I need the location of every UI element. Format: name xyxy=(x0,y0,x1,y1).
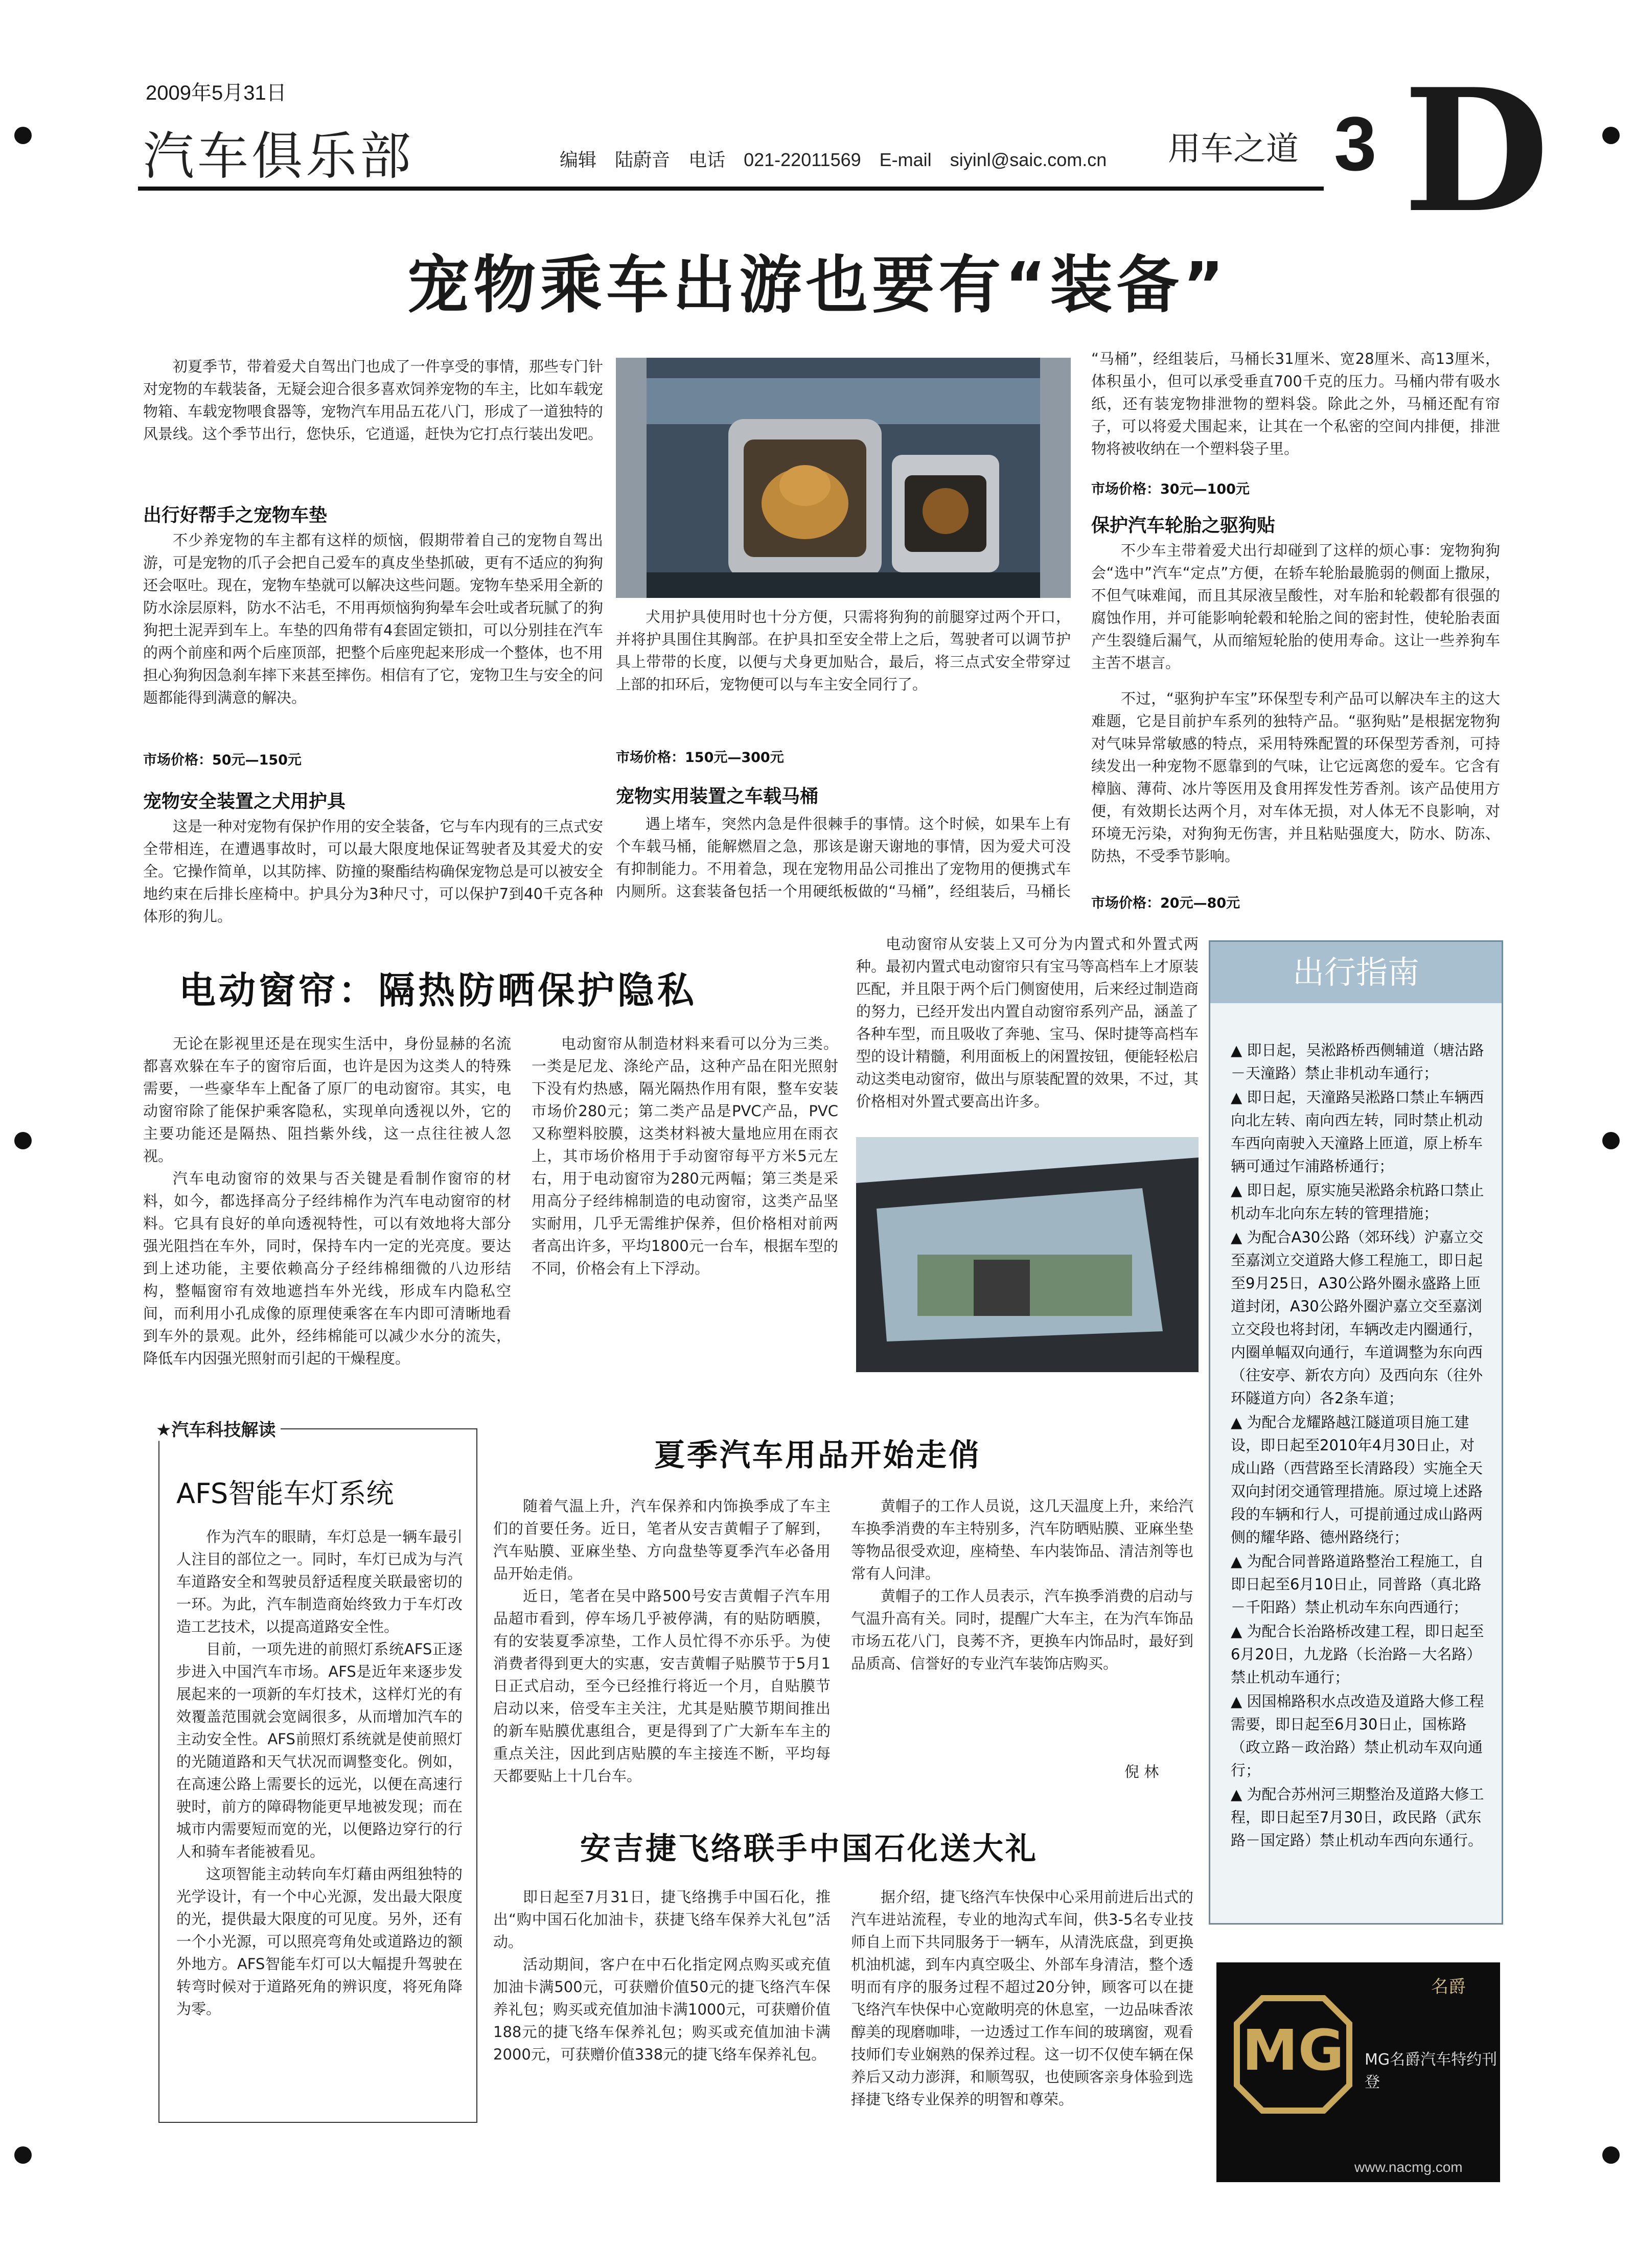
travel-guide-title: 出行指南 xyxy=(1210,942,1502,1003)
curtain-photo xyxy=(856,1137,1199,1372)
toilet-body: 遇上堵车，突然内急是件很棘手的事情。这个时候，如果车上有个车载马桶，能解燃眉之急，那该是谢天谢地的事情，因为爱犬可没有抑制能力。不用着急，现在宠物用品公司推出了宠物用的便携式车内厕所。这套装备包括一个用硬纸板做的“马桶”，经组装后，马桶长 xyxy=(616,815,1071,900)
toilet-body-cont: “马桶”，经组装后，马桶长31厘米、宽28厘米、高13厘米，体积虽小，但可以承受垂直700千克的压力。马桶内带有吸水纸，还有装宠物排泄物的塑料袋。除此之外，马桶还配有帘子，可以将爱犬围起来，让其在一个私密的空间内排便，排泄物将被收纳在一个塑料袋子里。 xyxy=(1091,350,1500,457)
phone-number: 021-22011569 xyxy=(744,149,861,170)
masthead-rule xyxy=(138,187,1324,191)
section-letter: D xyxy=(1403,52,1550,250)
ad-brand-cn: 名爵 xyxy=(1431,1977,1466,1997)
guide-item: ▲ 即日起，吴淞路桥西侧辅道（塘沽路－天潼路）禁止非机动车通行； xyxy=(1231,1042,1484,1082)
pet-carrier-illustration xyxy=(616,358,1071,598)
section-name: 用车之道 xyxy=(1168,130,1299,168)
curtain-body-3: 电动窗帘从安装上又可分为内置式和外置式两种。最初内置式电动窗帘只有宝马等高档车上才原装匹配，并且限于两个后门侧窗使用，后来经过制造商的努力，已经开发出内置自动窗帘系列产品，涵盖了各种车型，而且吸收了奔驰、宝马、保时捷等高档车型的设计精髓，利用面板上的闲置按钮，便能轻松启动这类电动窗帘，做出与原装配置的效果，不过，其价格相对外置式要高出许多。 xyxy=(856,935,1199,1110)
guide-item: ▲ 即日起，原实施吴淞路余杭路口禁止机动车北向东左转的管理措施； xyxy=(1231,1182,1484,1222)
petro-headline: 安吉捷飞络联手中国石化送大礼 xyxy=(580,1831,1038,1867)
petro-body-2: 据介绍，捷飞络汽车快保中心采用前进后出式的汽车进站流程，专业的地沟式车间，供3-5名专业技师自上而下共同服务于一辆车，从清洗底盘，到更换机油机滤，到车内真空吸尘、外部车身清洁，整个透明而有序的服务过程不超过20分钟，顾客可以在捷飞络汽车快保中心宽敞明亮的休息室，一边品味香浓醇美的现磨咖啡，一边透过工作车间的玻璃窗，观看技师们专业娴熟的保养过程。这一切不仅使车辆在保养后又动力澎湃，和顺驾驭，也使顾客亲身体验到选择捷飞络专业保养的明智和尊荣。 xyxy=(851,1888,1193,2108)
main-intro: 初夏季节，带着爱犬自驾出门也成了一件享受的事情，那些专门针对宠物的车载装备，无疑会迎合很多喜欢饲养宠物的车主，比如车载宠物箱、车载宠物喂食器等，宠物汽车用品五花八门，形成了一道独特的风景线。这个季节出行，您快乐，它逍遥，赶快为它打点行装出发吧。 xyxy=(143,358,603,443)
issue-date: 2009年5月31日 xyxy=(146,82,287,104)
binding-hole xyxy=(1602,2146,1620,2164)
dog-repellent-body: 不少车主带着爱犬出行却碰到了这样的烦心事：宠物狗狗会“选中”汽车“定点”方便，在轿车轮胎最脆弱的侧面上撒尿，不但气味难闻，而且其尿液呈酸性，对车胎和轮毂都有很强的腐蚀作用，并可能影响轮毂和轮胎之间的密封性，使轮胎表面产生裂缝后漏气，从而缩短轮胎的使用寿命。这让一些养狗车主苦不堪言。 xyxy=(1091,542,1500,672)
subhead-pet-mat: 出行好帮手之宠物车垫 xyxy=(143,505,328,526)
ad-url: www.nacmg.com xyxy=(1354,2159,1463,2175)
guide-item: ▲ 即日起，天潼路吴淞路口禁止车辆西向北左转、南向西左转，同时禁止机动车西向南驶入天潼路上匝道，原上桥车辆可通过乍浦路桥通行； xyxy=(1231,1089,1484,1175)
section-number: 3 xyxy=(1334,101,1377,187)
travel-guide-list xyxy=(1231,1039,1486,1853)
pet-carrier-photo xyxy=(616,358,1071,598)
mg-logo-icon xyxy=(1232,1993,1354,2116)
subhead-harness: 宠物安全装置之犬用护具 xyxy=(143,791,346,812)
mg-advertisement xyxy=(1216,1962,1500,2182)
curtain-body-2: 电动窗帘从制造材料来看可以分为三类。一类是尼龙、涤纶产品，这种产品在阳光照射下没有灼热感，隔光隔热作用有限，整车安装市场价280元；第二类产品是PVC产品，PVC又称塑料胶膜，这类材料被大量地应用在雨衣上，其市场价格用于手动窗帘每平方米5元左右，用于电动窗帘为280元两幅；第三类是采用高分子经纬棉制造的电动窗帘，这类产品坚实耐用，几乎无需维护保养，但价格相对前两者高出许多，平均1800元一台车，根据车型的不同，价格会有上下浮动。 xyxy=(532,1035,838,1277)
summer-author: 倪 林 xyxy=(1124,1763,1159,1780)
guide-item: ▲ 为配合长治路桥改建工程，即日起至6月20日，九龙路（长治路－大名路）禁止机动车通行； xyxy=(1231,1623,1484,1686)
email-address: siyinl@saic.com.cn xyxy=(950,149,1107,170)
guide-item: ▲ 为配合苏州河三期整治及道路大修工程，即日起至7月30日，政民路（武东路－国定路）禁止机动车西向东通行。 xyxy=(1231,1786,1484,1849)
tech-headline: AFS智能车灯系统 xyxy=(176,1477,394,1510)
petro-body: 即日起至7月31日，捷飞络携手中国石化，推出“购中国石化加油卡，获捷飞络车保养大礼包”活动。 活动期间，客户在中石化指定网点购买或充值加油卡满500元，可获赠价值50元的捷飞络汽车保养礼包；购买或充值加油卡满1000元，可获赠价值188元的捷飞络车保养礼包；购买或充值加油卡满2000元，可获赠价值338元的捷飞络车保养礼包。 xyxy=(493,1888,831,2063)
main-headline: 宠物乘车出游也要有“装备” xyxy=(407,249,1228,321)
binding-hole xyxy=(1602,1132,1620,1149)
dog-repellent-price: 市场价格：20元—80元 xyxy=(1091,895,1240,911)
guide-item: ▲ 因国棉路积水点改造及道路大修工程需要，即日起至6月30日止，国栋路（政立路－政治路）禁止机动车双向通行； xyxy=(1231,1693,1484,1779)
paper-title: 汽车俱乐部 xyxy=(143,126,414,186)
phone-label: 电话 xyxy=(688,149,726,170)
editor-name: 陆蔚音 xyxy=(615,149,671,170)
pet-mat-body: 不少养宠物的车主都有这样的烦恼，假期带着自己的宠物自驾出游，可是宠物的爪子会把自己爱车的真皮坐垫抓破，更有不适应的狗狗还会呕吐。现在，宠物车垫就可以解决这些问题。宠物车垫采用全新的防水涂层原料，防水不沾毛，不用再烦恼狗狗晕车会吐或者玩腻了的狗狗把土泥弄到车上。车垫的四角带有4套固定锁扣，可以分别挂在汽车的两个前座和两个后座顶部，把整个后座兜起来形成一个整体，也不用担心狗狗因急刹车摔下来甚至摔伤。相信有了它，宠物卫生与安全的问题都能得到满意的解决。 xyxy=(143,531,603,706)
tech-body: 作为汽车的眼睛，车灯总是一辆车最引人注目的部位之一。同时，车灯已成为与汽车道路安全和驾驶员舒适程度关联最密切的一环。为此，汽车制造商始终致力于车灯改造工艺技术，以提高道路安全性。 目前，一项先进的前照灯系统AFS正逐步进入中国汽车市场。AFS是近年来逐步发展起来的一项新的车灯技术，这样灯光的有效覆盖范围就会宽阔很多，从而增加汽车的主动安全性。AFS前照灯系统就是使前照灯的光随道路和天气状况而调整变化。例如，在高速公路上需要长的远光，以便在高速行驶时，前方的障碍物能更早地被发现；而在城市内需要短而宽的光，以便路边穿行的行人和骑车者能被看见。 这项智能主动转向车灯藉由两组独特的光学设计，有一个中心光源，发出最大限度的光，提供最大限度的可见度。另外，还有一个小光源，可以照亮弯角处或道路边的额外地方。AFS智能车灯可以大幅提升驾驶在转弯时候对于道路死角的辨识度，将死角降为零。 xyxy=(176,1528,463,2018)
binding-hole xyxy=(14,127,32,144)
pet-mat-price: 市场价格：50元—150元 xyxy=(143,752,302,768)
editor-label: 编辑 xyxy=(560,149,597,170)
curtain-headline: 电动窗帘：隔热防晒保护隐私 xyxy=(179,969,698,1012)
binding-hole xyxy=(1602,127,1620,144)
summer-body-2: 黄帽子的工作人员说，这几天温度上升，来给汽车换季消费的车主特别多，汽车防晒贴膜、亚麻坐垫等物品很受欢迎，座椅垫、车内装饰品、清洁剂等也常有人问津。 黄帽子的工作人员表示，汽车换季消费的启动与气温升高有关。同时，提醒广大车主，在为汽车饰品市场五花八门，良莠不齐，更换车内饰品时，最好到品质高、信誉好的专业汽车装饰店购买。 xyxy=(851,1497,1193,1672)
email-label: E-mail xyxy=(879,149,932,170)
toilet-price: 市场价格：30元—100元 xyxy=(1091,481,1250,497)
summer-headline: 夏季汽车用品开始走俏 xyxy=(654,1438,981,1473)
harness-body-2: 犬用护具使用时也十分方便，只需将狗狗的前腿穿过两个开口，并将护具围住其胸部。在护具扣至安全带上之后，驾驶者可以调节护具上带带的长度，以便与犬身更加贴合，最后，将三点式安全带穿过上部的扣环后，宠物便可以与车主安全同行了。 xyxy=(616,608,1071,693)
binding-hole xyxy=(14,2146,32,2164)
curtain-illustration xyxy=(856,1137,1199,1372)
editor-info xyxy=(560,146,1120,172)
guide-item: ▲ 为配合同普路道路整治工程施工，自即日起至6月10日止，同普路（真北路－千阳路）禁止机动车东向西通行； xyxy=(1231,1553,1484,1616)
tech-article-tag: ★汽车科技解读 xyxy=(151,1416,281,1441)
subhead-toilet: 宠物实用装置之车载马桶 xyxy=(616,786,819,807)
harness-price: 市场价格：150元—300元 xyxy=(616,750,784,766)
summer-body: 随着气温上升，汽车保养和内饰换季成了车主们的首要任务。近日，笔者从安吉黄帽子了解到，汽车贴膜、亚麻坐垫、方向盘垫等夏季汽车必备用品开始走俏。 近日，笔者在吴中路500号安吉黄帽子汽车用品超市看到，停车场几乎被停满，有的贴防晒膜，有的安装夏季凉垫，工作人员忙得不亦乐乎。为使消费者得到更大的实惠，安吉黄帽子贴膜节于5月1日正式启动，至今已经推行将近一个月，自贴膜节启动以来，倍受车主关注，尤其是贴膜节期间推出的新车贴膜优惠组合，更是得到了广大新车车主的重点关注，因此到店贴膜的车主接连不断，平均每天都要贴上十几台车。 xyxy=(493,1497,831,1785)
guide-item: ▲ 为配合龙耀路越江隧道项目施工建设，即日起至2010年4月30日止，对成山路（西营路至长清路段）实施全天双向封闭交通管理措施。原过境上述路段的车辆和行人，可提前通过成山路两侧的耀华路、德州路绕行； xyxy=(1231,1414,1483,1546)
travel-guide-box xyxy=(1209,940,1503,1925)
ad-slogan: MG名爵汽车特约刊登 xyxy=(1365,2051,1498,2091)
dog-repellent-body-2: 不过，“驱狗护车宝”环保型专利产品可以解决车主的这大难题，它是目前护车系列的独特产品。“驱狗贴”是根据宠物狗对气味异常敏感的特点，采用特殊配置的环保型芳香剂，可持续发出一种宠物不愿靠到的气味，让它远离您的爱车。它含有樟脑、薄荷、冰片等医用及食用挥发性芳香剂。该产品使用方便，有效期长达两个月，对车体无损，对人体无不良影响，对环境无污染，对狗狗无伤害，并且粘贴强度大，防水、防冻、防热，不受季节影响。 xyxy=(1091,690,1500,865)
curtain-body: 无论在影视里还是在现实生活中，身份显赫的名流都喜欢躲在车子的窗帘后面，也许是因为这类人的特殊需要，一些豪华车上配备了原厂的电动窗帘。其实，电动窗帘除了能保护乘客隐私，实现单向透视以外，它的主要功能还是隔热、阻挡紫外线，这一点往往被人忽视。 汽车电动窗帘的效果与否关键是看制作窗帘的材料，如今，都选择高分子经纬棉作为汽车电动窗帘的材料。它具有良好的单向透视特性，可以有效地将大部分强光阻挡在车外，同时，保持车内一定的光亮度。要达到上述功能，主要依赖高分子经纬棉细微的八边形结构，整幅窗帘有效地遮挡车外光线，形成车内隐私空间，而利用小孔成像的原理使乘客在车内即可清晰地看到车外的景观。此外，经纬棉能可以减少水分的流失，降低车内因强光照射而引起的干燥程度。 xyxy=(143,1035,511,1367)
ad-logo-text: MG xyxy=(1242,2018,1344,2083)
binding-hole xyxy=(14,1132,32,1149)
harness-body: 这是一种对宠物有保护作用的安全装备，它与车内现有的三点式安全带相连，在遭遇事故时，可以最大限度地保证驾驶者及其爱犬的安全。它操作简单，以其防摔、防撞的聚酯结构确保宠物总是可以被安全地约束在后排长座椅中。护具分为3种尺寸，可以保护7到40千克各种体形的狗儿。 xyxy=(143,818,603,925)
subhead-dog-repellent: 保护汽车轮胎之驱狗贴 xyxy=(1091,515,1276,536)
guide-item: ▲ 为配合A30公路（郊环线）沪嘉立交至嘉浏立交道路大修工程施工，即日起至9月25日，A30公路外圈永盛路上匝道封闭，A30公路外圈沪嘉立交至嘉浏立交段也将封闭，车辆改走内圈通行，内圈单幅双向通行，车道调整为东向西（往安亭、新农方向）及西向东（往外环隧道方向）各2条车道； xyxy=(1231,1229,1484,1407)
